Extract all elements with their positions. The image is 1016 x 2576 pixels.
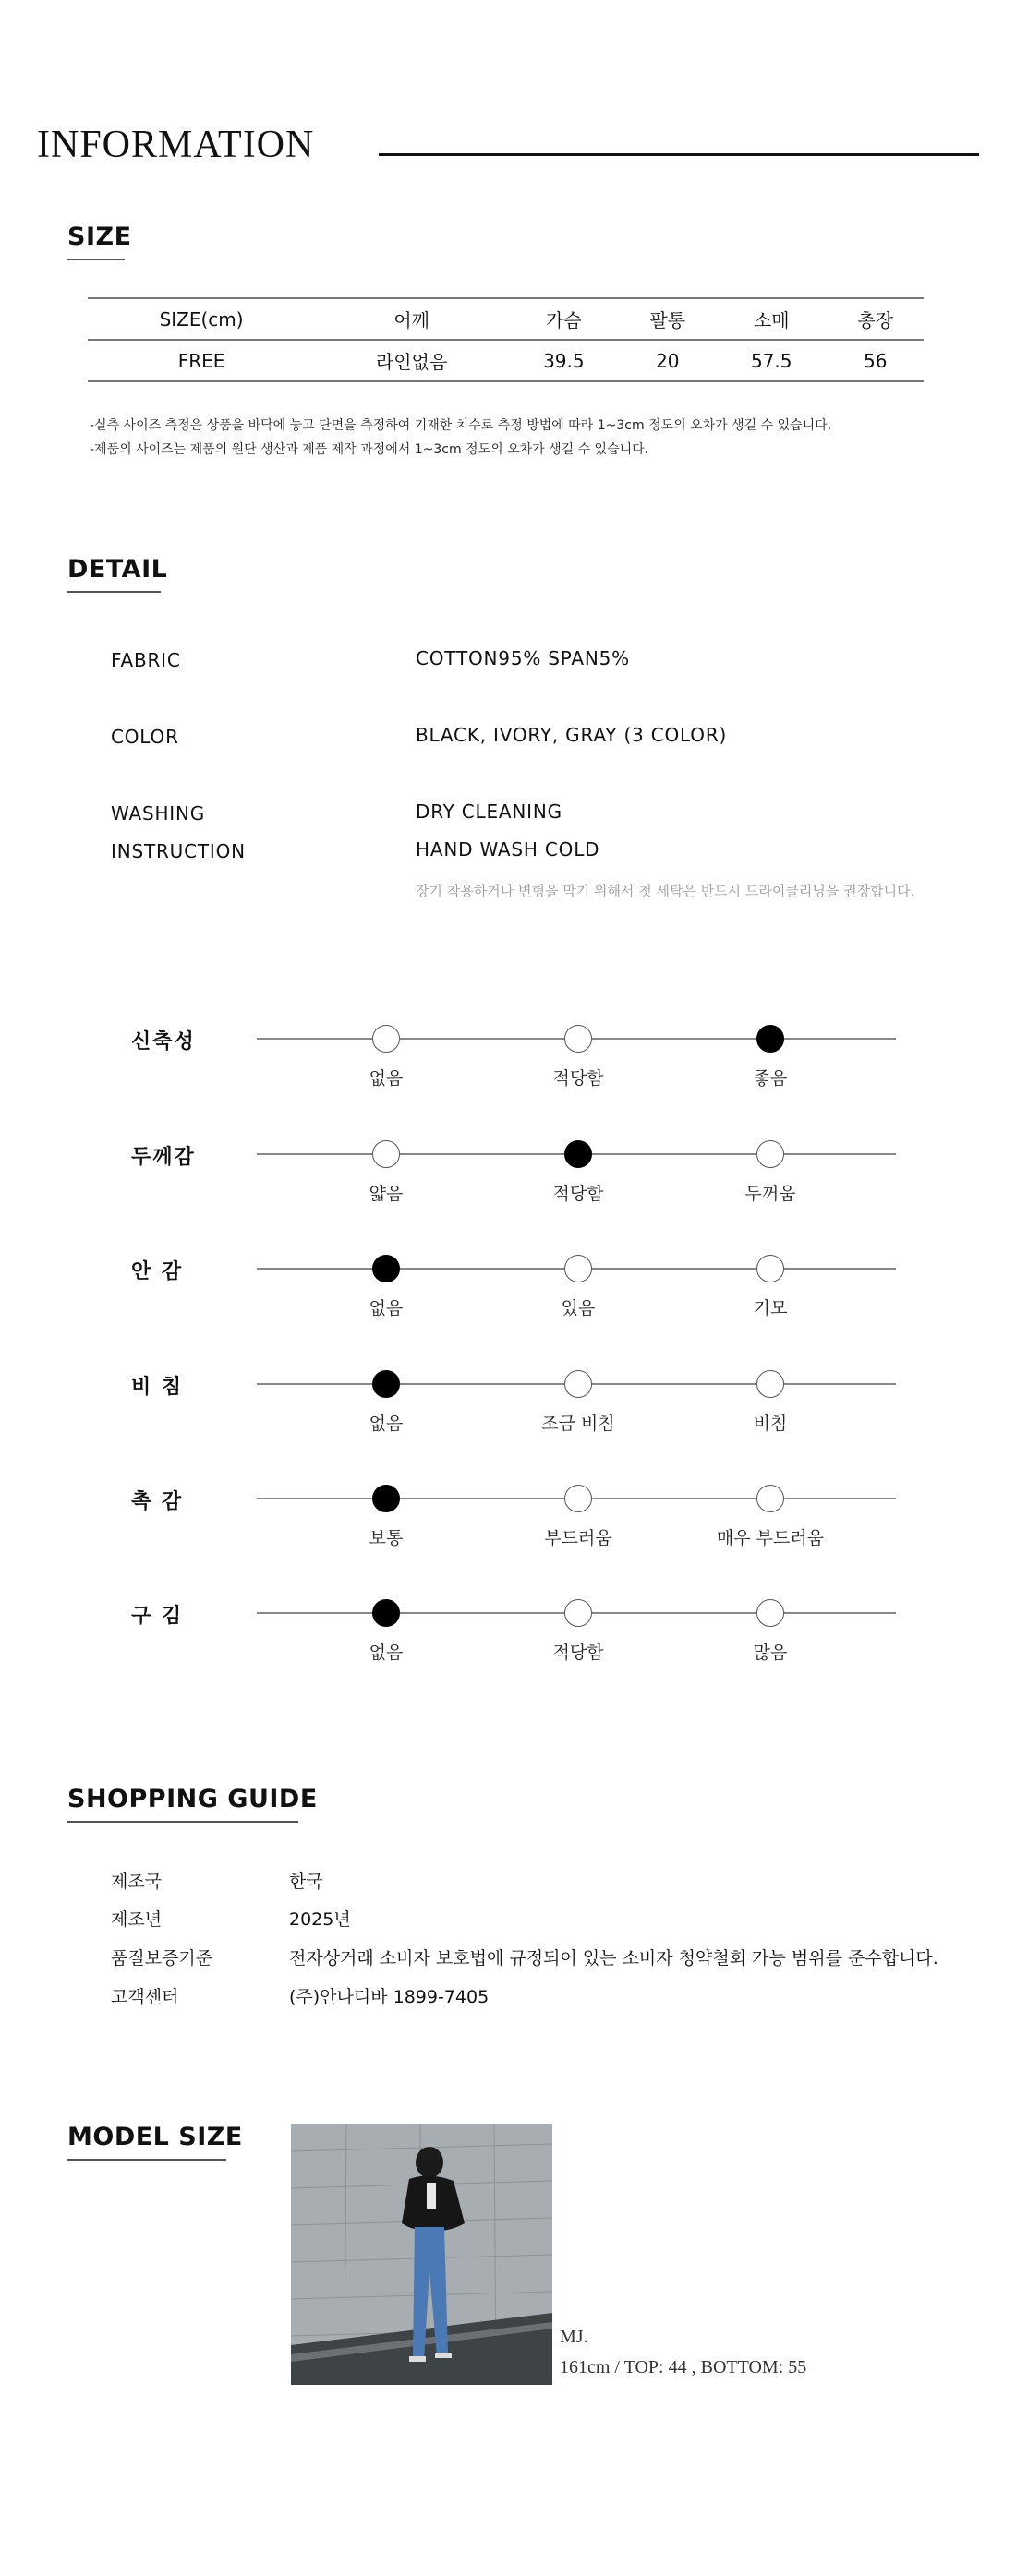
size-cell: 39.5: [543, 349, 585, 372]
rating-dot-selected: [372, 1485, 400, 1512]
size-col-header: 총장: [857, 309, 894, 331]
rating-option-label: 부드러움: [544, 1528, 612, 1548]
shopping-section-title: SHOPPING GUIDE: [67, 1785, 318, 1813]
rating-dot: [372, 1140, 400, 1168]
guide-value-country: 한국: [289, 1872, 323, 1892]
model-section-title: MODEL SIZE: [67, 2123, 243, 2151]
rating-option-label: 많음: [753, 1643, 788, 1663]
model-photo: [291, 2124, 552, 2385]
rating-dot: [756, 1140, 784, 1168]
guide-value-warranty: 전자상거래 소비자 보호법에 규정되어 있는 소비자 청약철회 가능 범위를 준수합니다.: [289, 1948, 938, 1968]
rating-option-label: 조금 비침: [541, 1414, 615, 1434]
washing-value-hand: HAND WASH COLD: [416, 838, 600, 861]
rating-label: 촉 감: [131, 1490, 184, 1513]
model-section-underline: [67, 2159, 226, 2161]
rating-dot: [372, 1025, 400, 1053]
rating-dot: [756, 1370, 784, 1398]
size-table-header: [88, 298, 924, 340]
rating-option-label: 좋음: [753, 1068, 788, 1089]
size-note: -실측 사이즈 측정은 상품을 바닥에 놓고 단면을 측정하여 기재한 치수로 측정 방법에 따라 1~3cm 정도의 오차가 생길 수 있습니다.: [90, 418, 832, 433]
rating-option-label: 얇음: [369, 1184, 404, 1204]
rating-dot: [564, 1255, 592, 1282]
washing-value-dry: DRY CLEANING: [416, 800, 562, 823]
size-col-header: SIZE(cm): [159, 307, 244, 331]
rating-option-label: 없음: [369, 1068, 404, 1089]
guide-value-year: 2025년: [289, 1909, 351, 1930]
rating-option-label: 매우 부드러움: [716, 1528, 825, 1548]
size-col-header: 가슴: [546, 309, 582, 331]
rating-dot: [564, 1485, 592, 1512]
guide-label-service: 고객센터: [111, 1987, 179, 2007]
rating-label: 비 침: [131, 1376, 184, 1399]
guide-label-country: 제조국: [111, 1872, 163, 1892]
rating-option-label: 기모: [753, 1298, 788, 1318]
rating-option-label: 없음: [369, 1643, 404, 1663]
fabric-value: COTTON95% SPAN5%: [416, 647, 630, 669]
rating-label: 두께감: [131, 1146, 196, 1169]
instruction-label: INSTRUCTION: [111, 840, 246, 862]
model-info: 161cm / TOP: 44 , BOTTOM: 55: [560, 2357, 807, 2377]
rating-dot-selected: [564, 1140, 592, 1168]
rating-dot: [564, 1599, 592, 1627]
page-title: INFORMATION: [37, 124, 315, 166]
size-section-title: SIZE: [67, 223, 132, 251]
color-value: BLACK, IVORY, GRAY (3 COLOR): [416, 724, 728, 746]
size-note: -제품의 사이즈는 제품의 원단 생산과 제품 제작 과정에서 1~3cm 정도의 오차가 생길 수 있습니다.: [90, 442, 649, 457]
rating-dot: [564, 1025, 592, 1053]
guide-label-warranty: 품질보증기준: [111, 1948, 213, 1968]
rating-label: 구 김: [131, 1605, 184, 1628]
rating-dot: [756, 1255, 784, 1282]
rating-dot-selected: [756, 1025, 784, 1053]
rating-dot: [564, 1370, 592, 1398]
size-col-header: 소매: [753, 309, 790, 331]
rating-label: 안 감: [131, 1260, 184, 1283]
rating-option-label: 없음: [369, 1298, 404, 1318]
size-cell: 56: [864, 349, 888, 372]
size-cell: 라인없음: [375, 351, 448, 373]
size-table-row: [88, 340, 924, 381]
guide-value-service: (주)안나디바 1899-7405: [289, 1987, 490, 2007]
fabric-label: FABRIC: [111, 649, 181, 671]
detail-section-title: DETAIL: [67, 555, 168, 584]
size-cell: 20: [656, 349, 680, 372]
rating-option-label: 보통: [369, 1528, 404, 1548]
rating-option-label: 있음: [561, 1298, 596, 1318]
rating-option-label: 적당함: [552, 1068, 604, 1089]
rating-dot-selected: [372, 1255, 400, 1282]
rating-dot: [756, 1599, 784, 1627]
size-cell: 57.5: [750, 349, 792, 372]
rating-option-label: 없음: [369, 1414, 404, 1434]
detail-section-underline: [67, 591, 161, 593]
rating-option-label: 비침: [753, 1414, 788, 1434]
rating-option-label: 두꺼움: [744, 1184, 796, 1204]
rating-dot: [756, 1485, 784, 1512]
color-label: COLOR: [111, 726, 179, 748]
rating-option-label: 적당함: [552, 1643, 604, 1663]
model-name: MJ.: [560, 2327, 588, 2347]
rating-dot-selected: [372, 1599, 400, 1627]
size-section-underline: [67, 259, 125, 260]
washing-note: 장기 착용하거나 변형을 막기 위해서 첫 세탁은 반드시 드라이클리닝을 권장합니다.: [416, 883, 915, 899]
size-col-header: 어깨: [393, 309, 429, 331]
shopping-section-underline: [67, 1821, 298, 1823]
size-table: [88, 297, 924, 382]
rating-label: 신축성: [131, 1030, 196, 1053]
size-col-header: 팔통: [649, 309, 686, 331]
rating-dot-selected: [372, 1370, 400, 1398]
washing-label: WASHING: [111, 802, 206, 825]
size-cell: FREE: [177, 349, 225, 372]
rating-option-label: 적당함: [552, 1184, 604, 1204]
guide-label-year: 제조년: [111, 1909, 163, 1930]
title-divider: [379, 153, 979, 156]
